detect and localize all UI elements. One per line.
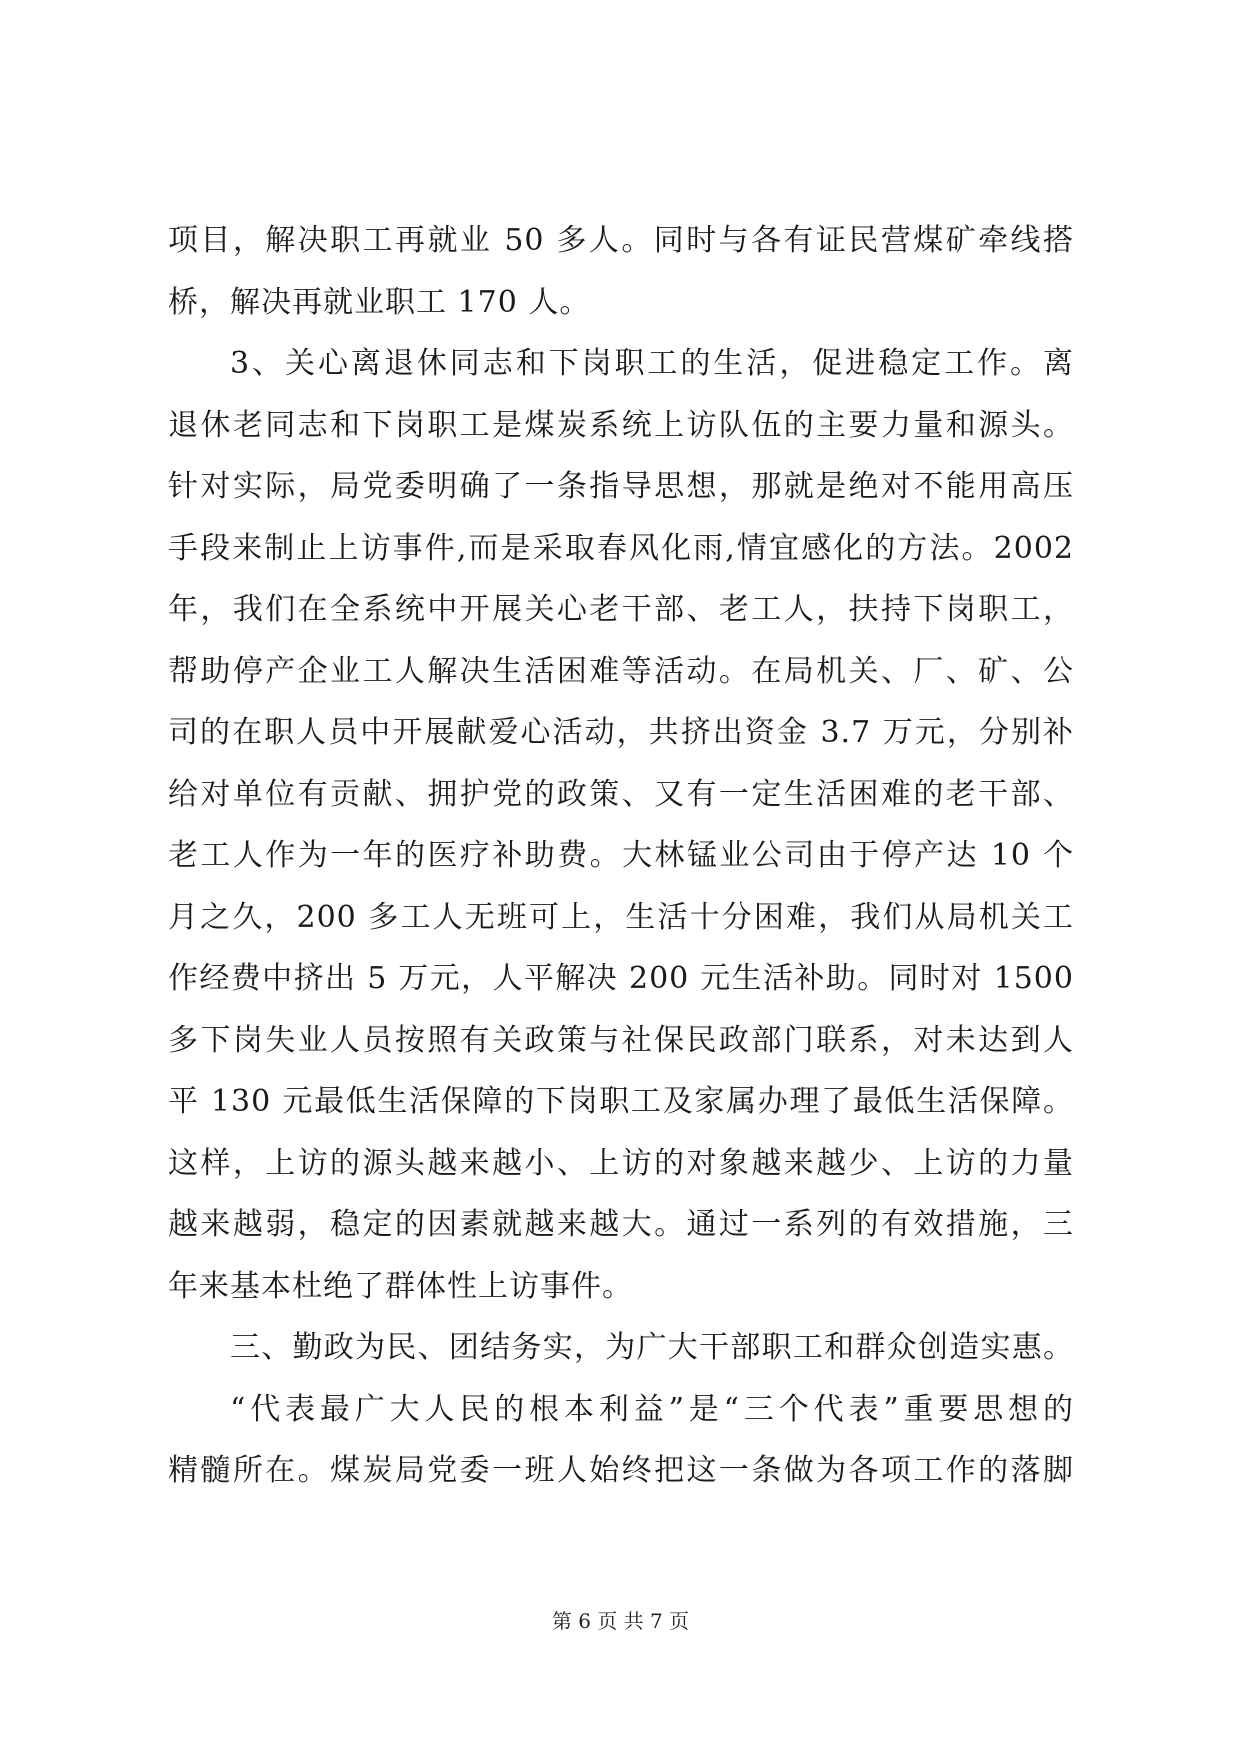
body-text [168,210,1074,1502]
text-line-20: “代表最广大人民的根本利益”是“三个代表”重要思想的 [230,1391,1074,1427]
text-line-6: 手段来制止上访事件,而是采取春风化雨,情宜感化的方法。2002 [168,530,1074,566]
text-line-13: 作经费中挤出 5 万元，人平解决 200 元生活补助。同时对 1500 [168,961,1074,996]
text-line-12: 月之久，200 多工人无班可上，生活十分困难，我们从局机关工 [168,899,1074,935]
text-line-3: 3、关心离退休同志和下岗职工的生活，促进稳定工作。离 [230,346,1074,381]
text-line-21: 精髓所在。煤炭局党委一班人始终把这一条做为各项工作的落脚 [168,1453,1074,1488]
text-line-5: 针对实际，局党委明确了一条指导思想，那就是绝对不能用高压 [168,469,1074,504]
text-line-9: 司的在职人员中开展献爱心活动，共挤出资金 3.7 万元，分别补 [168,715,1074,750]
text-line-18: 年来基本杜绝了群体性上访事件。 [168,1268,633,1304]
text-line-10: 给对单位有贡献、拥护党的政策、又有一定生活困难的老干部、 [168,776,1074,812]
text-line-14: 多下岗失业人员按照有关政策与社保民政部门联系，对未达到人 [168,1022,1074,1058]
text-line-17: 越来越弱，稳定的因素就越来越大。通过一系列的有效措施，三 [168,1207,1074,1242]
page-number-footer: 第 6 页 共 7 页 [551,1609,690,1633]
text-line-4: 退休老同志和下岗职工是煤炭系统上访队伍的主要力量和源头。 [168,407,1074,443]
text-line-7: 年，我们在全系统中开展关心老干部、老工人，扶持下岗职工， [168,592,1074,627]
text-line-15: 平 130 元最低生活保障的下岗职工及家属办理了最低生活保障。 [168,1084,1074,1119]
text-line-11: 老工人作为一年的医疗补助费。大林锰业公司由于停产达 10 个 [168,838,1074,873]
text-line-8: 帮助停产企业工人解决生活困难等活动。在局机关、厂、矿、公 [168,653,1074,689]
section-heading: 三、勤政为民、团结务实，为广大干部职工和群众创造实惠。 [230,1330,1074,1365]
text-line-2: 桥，解决再就业职工 170 人。 [168,284,591,320]
text-line-1: 项目，解决职工再就业 50 多人。同时与各有证民营煤矿牵线搭 [168,223,1074,258]
text-line-16: 这样，上访的源头越来越小、上访的对象越来越少、上访的力量 [168,1145,1074,1181]
